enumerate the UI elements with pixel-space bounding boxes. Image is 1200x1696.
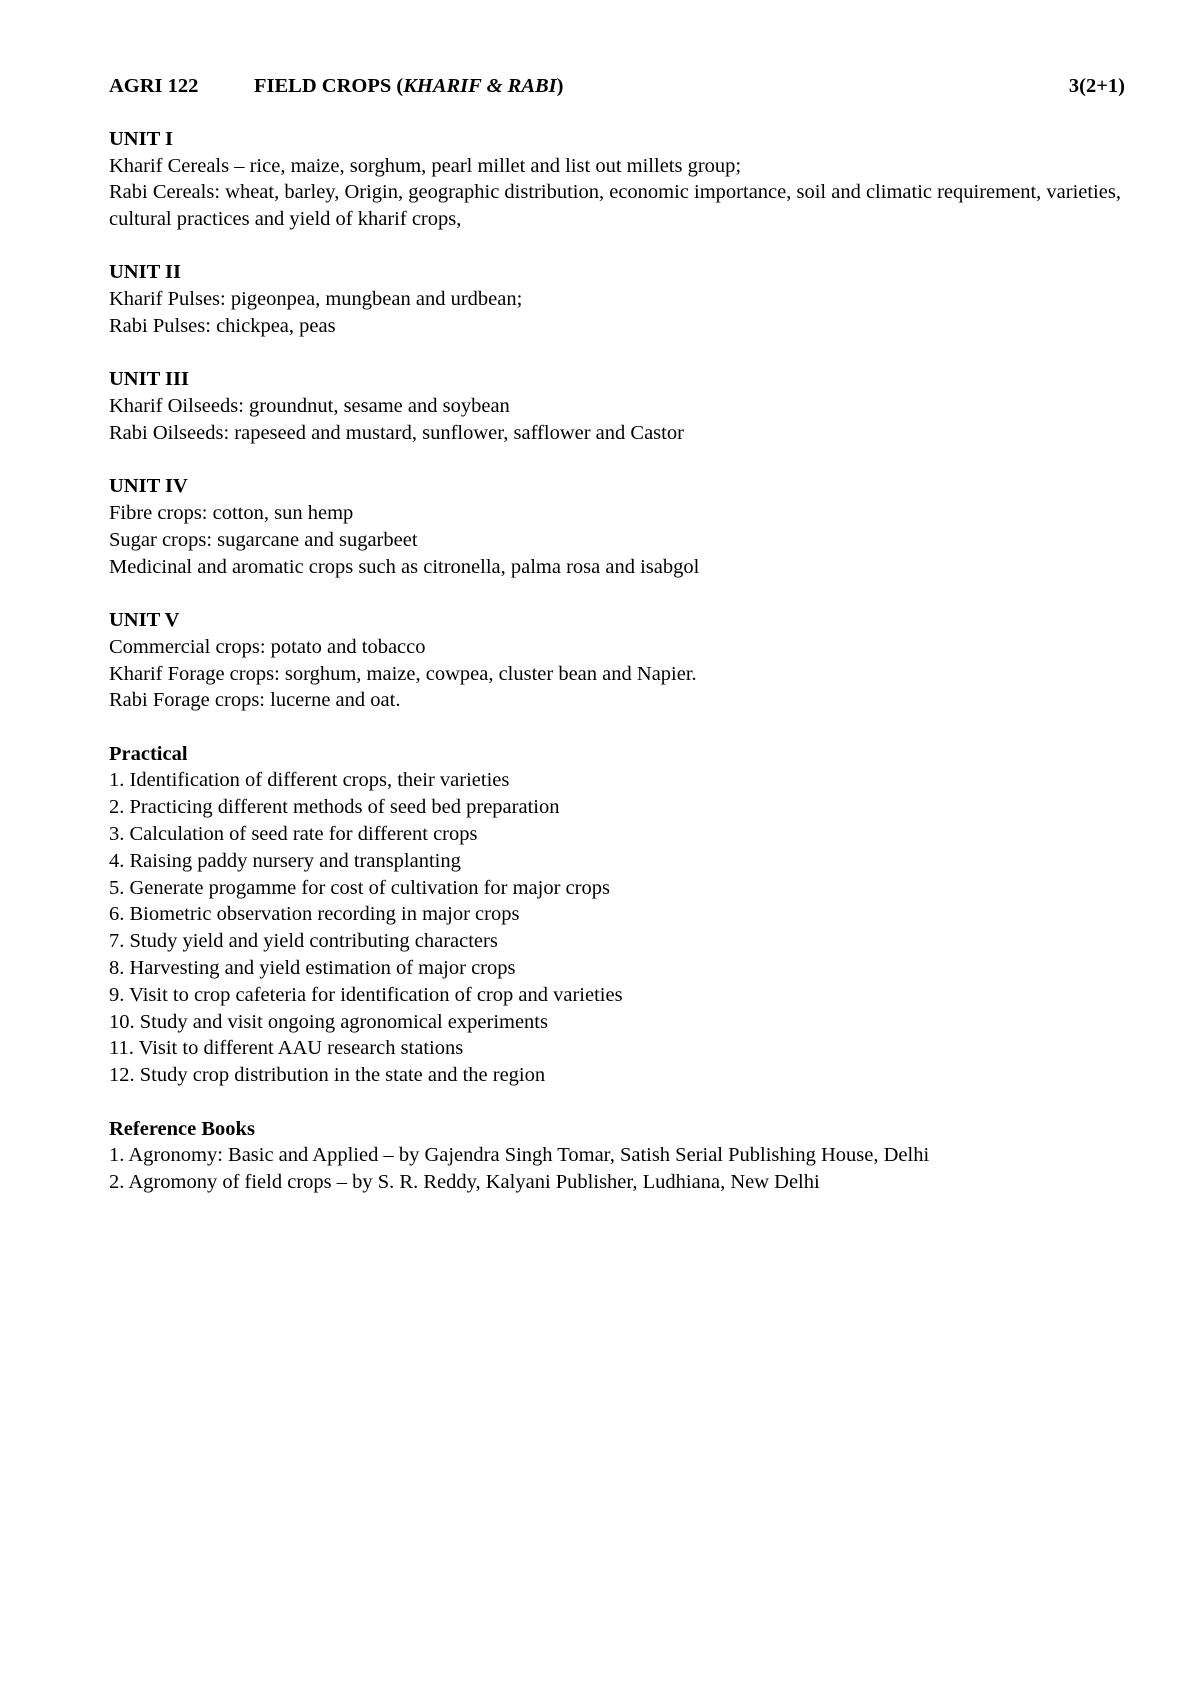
- unit-line: Rabi Forage crops: lucerne and oat.: [109, 689, 401, 712]
- practical-item: 12. Study crop distribution in the state and the region: [109, 1064, 546, 1087]
- practical-item: 10. Study and visit ongoing agronomical experiments: [109, 1010, 548, 1033]
- practical-heading: Practical: [109, 742, 188, 765]
- unit-heading: UNIT IV: [109, 475, 188, 498]
- practical-item: 3. Calculation of seed rate for different crops: [109, 823, 478, 846]
- reference-item: 2. Agromony of field crops – by S. R. Reddy, Kalyani Publisher, Ludhiana, New Delhi: [109, 1171, 820, 1194]
- course-header: [109, 73, 1129, 100]
- unit-heading: UNIT III: [109, 368, 189, 391]
- course-title-suffix: ): [556, 75, 564, 97]
- unit-section: [109, 259, 1129, 339]
- course-title: [254, 73, 1065, 100]
- practical-item: 9. Visit to crop cafeteria for identification of crop and varieties: [109, 983, 623, 1006]
- course-title-italic: KHARIF & RABI: [403, 75, 557, 97]
- practical-item: 5. Generate progamme for cost of cultivation for major crops: [109, 876, 610, 899]
- practical-item: 6. Biometric observation recording in major crops: [109, 903, 520, 926]
- unit-line: Medicinal and aromatic crops such as citronella, palma rosa and isabgol: [109, 555, 700, 578]
- practical-item: 1. Identification of different crops, their varieties: [109, 769, 510, 792]
- unit-line: Commercial crops: potato and tobacco: [109, 635, 426, 658]
- unit-line: Rabi Oilseeds: rapeseed and mustard, sunflower, safflower and Castor: [109, 421, 684, 444]
- course-credits: 3(2+1): [1068, 75, 1125, 97]
- unit-line: Rabi Cereals: wheat, barley, Origin, geographic distribution, economic importance, soil and climatic requirement, varieties, cultural practices and yield of kharif crops,: [109, 181, 1121, 231]
- course-title-prefix: FIELD CROPS (: [254, 75, 404, 97]
- unit-line: Rabi Pulses: chickpea, peas: [109, 315, 336, 338]
- unit-line: Kharif Oilseeds: groundnut, sesame and soybean: [109, 395, 510, 418]
- unit-section: [109, 473, 1129, 580]
- unit-line: Kharif Pulses: pigeonpea, mungbean and urdbean;: [109, 288, 523, 311]
- practical-section: [109, 741, 1129, 1089]
- unit-section: [109, 126, 1129, 233]
- practical-item: 8. Harvesting and yield estimation of major crops: [109, 957, 516, 980]
- unit-section: [109, 607, 1129, 714]
- practical-item: 7. Study yield and yield contributing characters: [109, 930, 498, 953]
- reference-item: 1. Agronomy: Basic and Applied – by Gajendra Singh Tomar, Satish Serial Publishing House, Delhi: [109, 1144, 930, 1167]
- practical-item: 4. Raising paddy nursery and transplanting: [109, 849, 461, 872]
- unit-heading: UNIT II: [109, 261, 181, 284]
- course-code: AGRI 122: [109, 75, 199, 97]
- practical-item: 2. Practicing different methods of seed bed preparation: [109, 796, 560, 819]
- unit-section: [109, 366, 1129, 446]
- references-heading: Reference Books: [109, 1117, 255, 1140]
- unit-line: Kharif Cereals – rice, maize, sorghum, pearl millet and list out millets group;: [109, 154, 742, 177]
- unit-heading: UNIT V: [109, 608, 180, 631]
- unit-line: Fibre crops: cotton, sun hemp: [109, 502, 354, 525]
- document-content: [109, 73, 1129, 1222]
- practical-item: 11. Visit to different AAU research stations: [109, 1037, 464, 1060]
- unit-line: Sugar crops: sugarcane and sugarbeet: [109, 528, 418, 551]
- unit-line: Kharif Forage crops: sorghum, maize, cowpea, cluster bean and Napier.: [109, 662, 697, 685]
- references-section: [109, 1116, 1129, 1196]
- unit-heading: UNIT I: [109, 127, 173, 150]
